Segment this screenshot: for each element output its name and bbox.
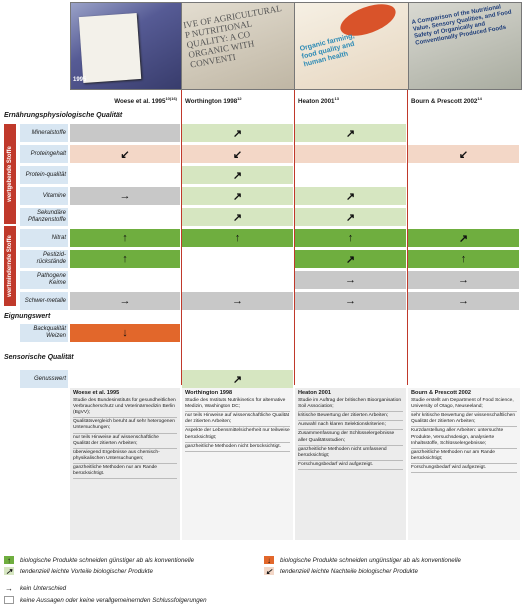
rating-cell: ↑ [295, 229, 406, 247]
col-header-worthington [181, 90, 294, 108]
rating-cell: → [70, 292, 180, 310]
col-header-woese [70, 90, 181, 108]
description-item: nur teils Hinweise auf wissenschaftliche Qualität der zitierten Arbeiten; [185, 413, 290, 427]
row-label: Schwer-metalle [20, 292, 68, 310]
description-title: Heaton 2001 [298, 390, 331, 396]
arrow-right-icon: → [5, 583, 13, 593]
col-ref: 14 [477, 96, 482, 101]
description-item: nur teils Hinweise auf wissenschaftliche Qualität der zitierten Arbeiten; [73, 435, 177, 449]
rating-cell: ↗ [295, 187, 406, 205]
legend-text: kein Unterschied [20, 584, 67, 592]
rating-cell: ↑ [408, 250, 519, 268]
arrow-sw-icon: ↙ [265, 566, 273, 576]
rating-cell: ↗ [408, 229, 519, 247]
cover-title: A Comparison of the Nutritional Value, Sensory Qualities, and Food Safety of Organically and Conventionally Produced Foods [411, 4, 513, 47]
description-item: Auswahl nach klaren Selektionskriterien; [298, 422, 403, 430]
rating-cell [408, 187, 519, 205]
legend-text: biologische Produkte schneiden ungünstiger ab als konventionelle [280, 556, 461, 564]
row-label: Sekundäre Pflanzenstoffe [20, 208, 68, 226]
rating-cell: ↗ [295, 208, 406, 226]
rating-cell [70, 370, 180, 388]
rating-cell: ↙ [408, 145, 519, 163]
row-label: Pathogene Keime [20, 271, 68, 289]
cover-title: Organic farming, food quality and human health [299, 32, 356, 69]
cover-photo-bourn [408, 2, 522, 90]
rating-cell: ↗ [182, 166, 293, 184]
arrow-up-icon: ↑ [4, 556, 14, 564]
row-label: Pestizid-rückstände [20, 250, 68, 268]
legend-slight-worse [264, 567, 418, 575]
rating-cell: ↙ [182, 145, 293, 163]
rating-cell [408, 124, 519, 142]
description-item: Studie im Auftrag der britischen Bioorganisation Soil Association; [298, 398, 403, 412]
rating-cell [70, 124, 180, 142]
description-item: Forschungsbedarf wird aufgezeigt. [298, 462, 403, 470]
col-header-heaton [294, 90, 407, 108]
rating-cell [182, 271, 293, 289]
cover-photo-heaton [294, 2, 409, 90]
col-ref: 13 [334, 96, 339, 101]
description-woese [70, 388, 180, 540]
row-label: Vitamine [20, 187, 68, 205]
rating-cell: ↗ [295, 124, 406, 142]
description-item: ganzheitliche Methoden nicht umfassend berücksichtigt; [298, 447, 403, 461]
description-item: kritische Bewertung der zitierten Arbeiten; [298, 413, 403, 421]
description-item: Studie des Instituts Nutrikinetics für alternative Medizin, Washington DC; [185, 398, 290, 412]
rating-cell: ↗ [182, 370, 293, 388]
description-title: Worthington 1998 [185, 390, 233, 396]
rating-cell [182, 250, 293, 268]
rating-cell: ↑ [70, 250, 180, 268]
row-label: Protein-qualität [20, 166, 68, 184]
description-item: ganzheitliche Methoden nur am Rande berücksichtigt. [73, 465, 177, 479]
cover-photo-worthington [181, 2, 295, 90]
rating-cell: ↗ [182, 187, 293, 205]
rating-cell [70, 271, 180, 289]
description-item: Studie erstellt am Department of Food Science, University of Otago, Neuseeland; [411, 398, 517, 412]
rating-cell [295, 370, 406, 388]
description-item: ganzheitliche Methoden nur am Rande berücksichtigt; [411, 450, 517, 464]
description-item: Aspekte der Lebensmittelsicherheit nur teilweise berücksichtigt; [185, 428, 290, 442]
section-sensory: Sensorische Qualität [4, 354, 74, 361]
section-nutrition: Ernährungsphysiologische Qualität [4, 112, 123, 119]
cover-title: IVE OF AGRICULTURAL P NUTRITIONAL QUALITY: A CO ORGANIC WITH CONVENTI [182, 3, 283, 70]
legend-no-statement [4, 596, 207, 604]
rating-cell [295, 145, 406, 163]
rating-cell: → [70, 187, 180, 205]
legend-text: tendenziell leichte Vorteile biologischer Produkte [20, 567, 153, 575]
rating-cell: → [408, 271, 519, 289]
cover-photo-woese [70, 2, 182, 90]
report-cover [79, 13, 141, 83]
band-label: wertmindernde Stoffe [7, 235, 13, 297]
description-item: überwiegend Ergebnisse aus chemisch-physikalischen Untersuchungen; [73, 450, 177, 464]
rating-cell: → [182, 292, 293, 310]
rating-cell [408, 370, 519, 388]
legend-slight-better [4, 567, 153, 575]
rating-cell: ↓ [70, 324, 180, 342]
description-item: Qualitätsvergleich beruht auf sehr heterogenen Untersuchungen; [73, 419, 177, 433]
col-title: Worthington 1998 [185, 98, 238, 106]
rating-cell: ↗ [295, 250, 406, 268]
rating-cell: → [295, 271, 406, 289]
description-item: sehr kritische Bewertung der wissenschaftlichen Qualität der zitierten Arbeiten; [411, 413, 517, 427]
rating-cell [70, 166, 180, 184]
legend-text: keine Aussagen oder keine verallgemeinernden Schlussfolgerungen [20, 596, 207, 604]
cover-year: 1995 [73, 77, 87, 83]
column-header-row [0, 90, 524, 108]
description-item: Studie des Bundesinstituts für gesundheitlichen Verbraucherschutz und Veterinärmedizin Berlin (BgVV); [73, 398, 177, 418]
col-title: Heaton 2001 [298, 98, 335, 106]
rating-cell [182, 324, 293, 342]
section-value: Eignungswert [4, 313, 51, 320]
band-label: wertgebende Stoffe [7, 146, 13, 202]
rating-cell: ↑ [70, 229, 180, 247]
legend-no-diff [4, 584, 66, 592]
rating-cell [70, 208, 180, 226]
row-label: Genusswert [20, 370, 68, 388]
row-label: Nitrat [20, 229, 68, 247]
col-title: Woese et al. 1995 [114, 98, 166, 106]
rating-cell [408, 208, 519, 226]
col-ref: 10)16) [165, 96, 177, 101]
legend-worse [264, 556, 461, 564]
description-bourn [408, 388, 520, 540]
row-label: Proteingehalt [20, 145, 68, 163]
rating-cell [295, 166, 406, 184]
row-label: Mineralstoffe [20, 124, 68, 142]
description-item: Forschungsbedarf wird aufgezeigt. [411, 465, 517, 473]
arrow-down-icon: ↓ [264, 556, 274, 564]
rating-cell [295, 324, 406, 342]
description-title: Bourn & Prescott 2002 [411, 390, 471, 396]
description-item: Kurzdarstellung aller Arbeiten: untersuchte Produkte, Versuchsdesign, analysierte Inhaltsstoffe, Schlüsselergebnisse; [411, 428, 517, 448]
description-item: ganzheitliche Methoden nicht berücksichtigt. [185, 444, 290, 452]
rating-cell: ↗ [182, 208, 293, 226]
description-item: Zusammenfassung der Schlüsselergebnisse aller Qualitätsstudien; [298, 431, 403, 445]
col-ref: 12 [237, 96, 242, 101]
rating-cell [408, 324, 519, 342]
col-title: Bourn & Prescott 2002 [411, 98, 478, 106]
description-heaton [295, 388, 406, 540]
arrow-ne-icon: ↗ [5, 566, 13, 576]
rating-cell: ↑ [182, 229, 293, 247]
rating-cell: ↙ [70, 145, 180, 163]
description-title: Woese et al. 1995 [73, 390, 120, 396]
legend-better [4, 556, 194, 564]
rating-cell: → [295, 292, 406, 310]
row-label: Backqualität Weizen [20, 324, 68, 342]
rating-cell [408, 166, 519, 184]
rating-cell: ↗ [182, 124, 293, 142]
description-worthington [182, 388, 293, 540]
empty-box-icon [4, 596, 14, 604]
band-value-giving [4, 124, 16, 224]
band-value-reducing [4, 226, 16, 306]
legend-text: tendenziell leichte Nachteile biologischer Produkte [280, 567, 418, 575]
legend-text: biologische Produkte schneiden günstiger ab als konventionelle [20, 556, 195, 564]
rating-cell: → [408, 292, 519, 310]
col-header-bourn [407, 90, 520, 108]
